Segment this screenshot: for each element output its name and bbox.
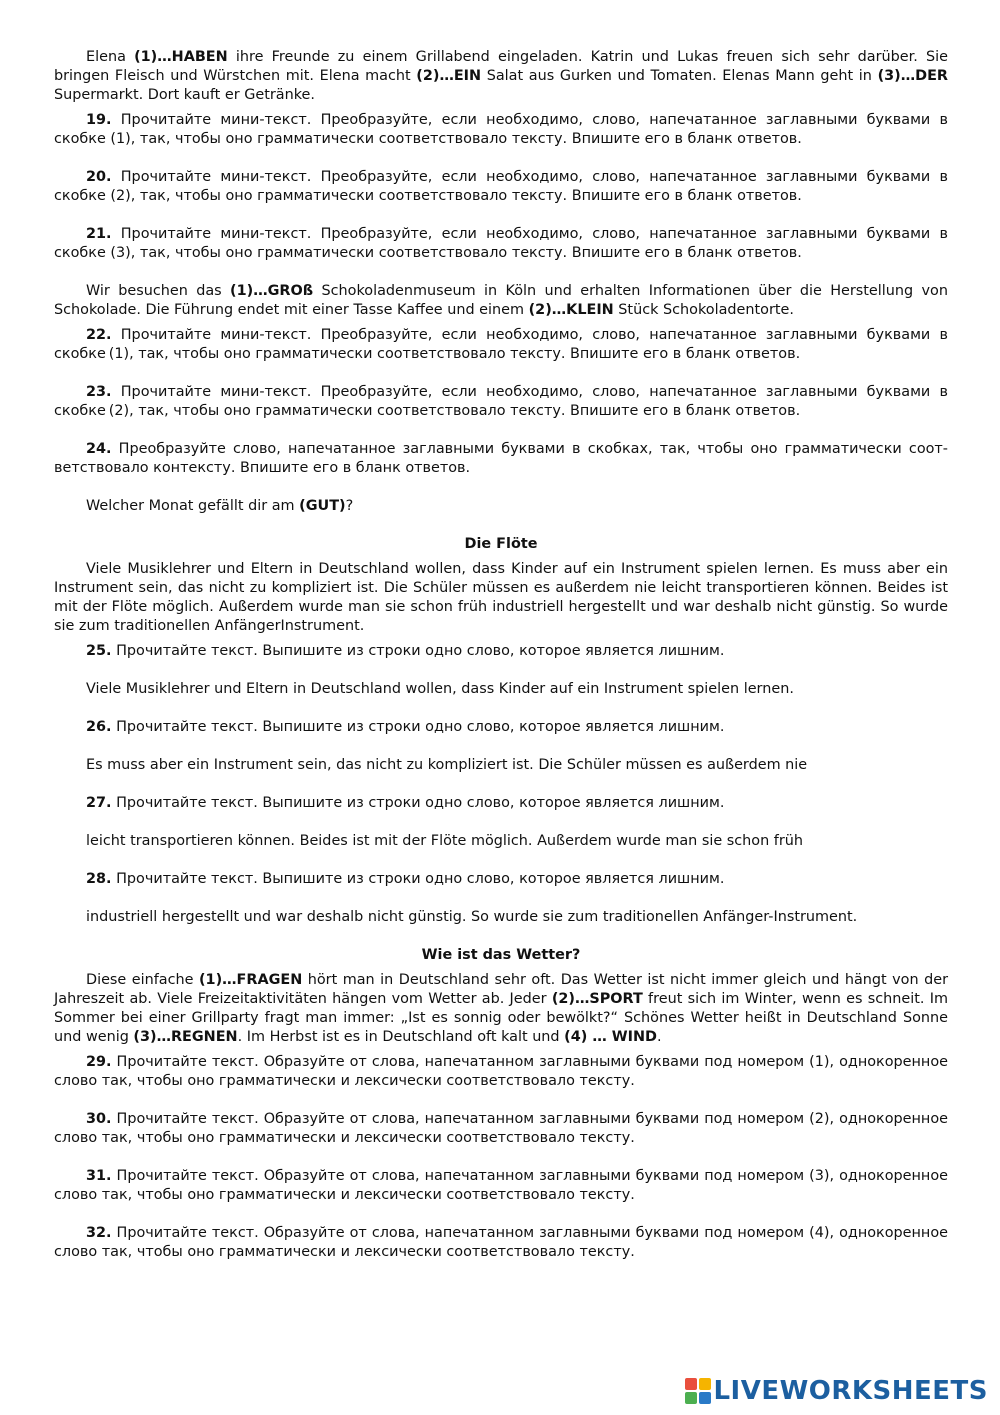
question-29: 29. Прочитайте текст. Образуйте от слова, напечатанном заглавными буквами под номером (1), однокоренное слово так, чтобы оно грамматически и лексически соответствовало тексту. <box>54 1054 948 1089</box>
liveworksheets-logo <box>685 1375 988 1407</box>
logo-cube <box>685 1392 697 1404</box>
question-number: 25. <box>86 643 112 659</box>
question-21: 21. Прочитайте мини-текст. Преобразуйте, если необходимо, слово, напечатанное заглавными буквами в скобке (3), так, чтобы оно грамматически соответствовало тексту. Впишите его в бланк ответов. <box>54 226 948 261</box>
question-25: 25. Прочитайте текст. Выпишите из строки одно слово, которое является лишним. <box>86 643 725 659</box>
question-26: 26. Прочитайте текст. Выпишите из строки одно слово, которое является лишним. <box>86 719 725 735</box>
text-floete: Viele Musiklehrer und Eltern in Deutschland wollen, dass Kinder auf ein Instrument spielen lernen. Es muss aber ein Instrument sein, das nicht zu kompliziert ist. Die Schüler müssen es außerdem nie leicht transportieren können. Beides ist mit der Flöte möglich. Außerdem wurde man sie schon früh industriell hergestellt und war deshalb nicht günstig. So wurde sie zum traditionellen AnfängerInstrument. <box>54 561 948 634</box>
gap-marker: (2)…SPORT <box>551 991 643 1007</box>
question-24-sentence: Welcher Monat gefällt dir am (GUT)? <box>86 498 354 514</box>
text-grillabend: Elena (1)…HABEN ihre Freunde zu einem Grillabend eingeladen. Katrin und Lukas freuen sich sehr darüber. Sie bringen Fleisch und Würstchen mit. Elena macht (2)…EIN Salat aus Gurken und Tomaten. Elenas Mann geht in (3)…DER Supermarkt. Dort kauft er Getränke. <box>54 49 948 103</box>
question-24: 24. Преобразуйте слово, напечатанное заглавными буквами в скобках, так, чтобы оно грамматически соот-ветствовало контексту. Впишите его в бланк ответов. <box>54 441 948 476</box>
question-30: 30. Прочитайте текст. Образуйте от слова, напечатанном заглавными буквами под номером (2), однокоренное слово так, чтобы оно грамматически и лексически соответствовало тексту. <box>54 1111 948 1146</box>
text-wetter: Diese einfache (1)…FRAGEN hört man in Deutschland sehr oft. Das Wetter ist nicht immer gleich und hängt von der Jahreszeit ab. Viele Freizeitaktivitäten hängen vom Wetter ab. Jeder (2)…SPORT freut sich im Winter, wenn es schneit. Im Sommer bei einer Grillparty fragt man immer: „Ist es sonnig oder bewölkt?“ Schönes Wetter heißt in Deutschland Sonne und wenig (3)…REGNEN. Im Herbst ist es in Deutschland oft kalt und (4) … WIND. <box>54 972 948 1045</box>
question-number: 30. <box>86 1111 112 1127</box>
question-number: 19. <box>86 112 112 128</box>
logo-cube <box>699 1378 711 1390</box>
question-number: 23. <box>86 384 112 400</box>
gap-marker: (4) … WIND <box>564 1029 657 1045</box>
question-20: 20. Прочитайте мини-текст. Преобразуйте, если необходимо, слово, напечатанное заглавными буквами в скобке (2), так, чтобы оно грамматически соответствовало тексту. Впишите его в бланк ответов. <box>54 169 948 204</box>
question-number: 27. <box>86 795 112 811</box>
logo-cube <box>699 1392 711 1404</box>
gap-marker: (2)…KLEIN <box>528 302 614 318</box>
question-number: 22. <box>86 327 112 343</box>
gap-marker: (3)…DER <box>877 68 948 84</box>
question-number: 26. <box>86 719 112 735</box>
question-23: 23. Прочитайте мини-текст. Преобразуйте, если необходимо, слово, напечатанное заглавными буквами в скобке (2), так, чтобы оно грамматически соответствовало тексту. Впишите его в бланк ответов. <box>54 384 948 419</box>
question-27-line: leicht transportieren können. Beides ist mit der Flöte möglich. Außerdem wurde man sie schon früh <box>86 833 804 849</box>
question-28-line: industriell hergestellt und war deshalb nicht günstig. So wurde sie zum traditionellen Anfänger-Instrument. <box>86 909 858 925</box>
logo-text: LIVEWORKSHEETS <box>713 1376 988 1406</box>
question-31: 31. Прочитайте текст. Образуйте от слова, напечатанном заглавными буквами под номером (3), однокоренное слово так, чтобы оно грамматически и лексически соответствовало тексту. <box>54 1168 948 1203</box>
gap-marker: (GUT) <box>299 498 346 514</box>
question-27: 27. Прочитайте текст. Выпишите из строки одно слово, которое является лишним. <box>86 795 725 811</box>
question-number: 28. <box>86 871 112 887</box>
text-schokoladenmuseum: Wir besuchen das (1)…GROß Schokoladenmuseum in Köln und erhalten Informationen über die Herstellung von Schokolade. Die Führung endet mit einer Tasse Kaffee und einem (2)…KLEIN Stück Schokoladentorte. <box>54 283 948 318</box>
question-25-line: Viele Musiklehrer und Eltern in Deutschland wollen, dass Kinder auf ein Instrument spielen lernen. <box>86 681 794 697</box>
logo-cube <box>685 1378 697 1390</box>
question-28: 28. Прочитайте текст. Выпишите из строки одно слово, которое является лишним. <box>86 871 725 887</box>
worksheet-page <box>54 48 948 1262</box>
question-number: 29. <box>86 1054 112 1070</box>
question-number: 32. <box>86 1225 112 1241</box>
gap-marker: (3)…REGNEN <box>133 1029 238 1045</box>
logo-cubes-icon <box>685 1378 711 1404</box>
question-26-line: Es muss aber ein Instrument sein, das nicht zu kompliziert ist. Die Schüler müssen es außerdem nie <box>86 757 808 773</box>
gap-marker: (2)…EIN <box>416 68 482 84</box>
question-number: 20. <box>86 169 112 185</box>
gap-marker: (1)…GROß <box>230 283 314 299</box>
section-title-floete: Die Flöte <box>464 536 538 552</box>
question-number: 24. <box>86 441 112 457</box>
gap-marker: (1)…HABEN <box>134 49 228 65</box>
gap-marker: (1)…FRAGEN <box>198 972 303 988</box>
question-19: 19. Прочитайте мини-текст. Преобразуйте, если необходимо, слово, напечатанное заглавными буквами в скобке (1), так, чтобы оно грамматически соответствовало тексту. Впишите его в бланк ответов. <box>54 112 948 147</box>
question-32: 32. Прочитайте текст. Образуйте от слова, напечатанном заглавными буквами под номером (4), однокоренное слово так, чтобы оно грамматически и лексически соответствовало тексту. <box>54 1225 948 1260</box>
question-number: 21. <box>86 226 112 242</box>
section-title-wetter: Wie ist das Wetter? <box>421 947 581 963</box>
question-number: 31. <box>86 1168 112 1184</box>
question-22: 22. Прочитайте мини-текст. Преобразуйте, если необходимо, слово, напечатанное заглавными буквами в скобке (1), так, чтобы оно грамматически соответствовало тексту. Впишите его в бланк ответов. <box>54 327 948 362</box>
